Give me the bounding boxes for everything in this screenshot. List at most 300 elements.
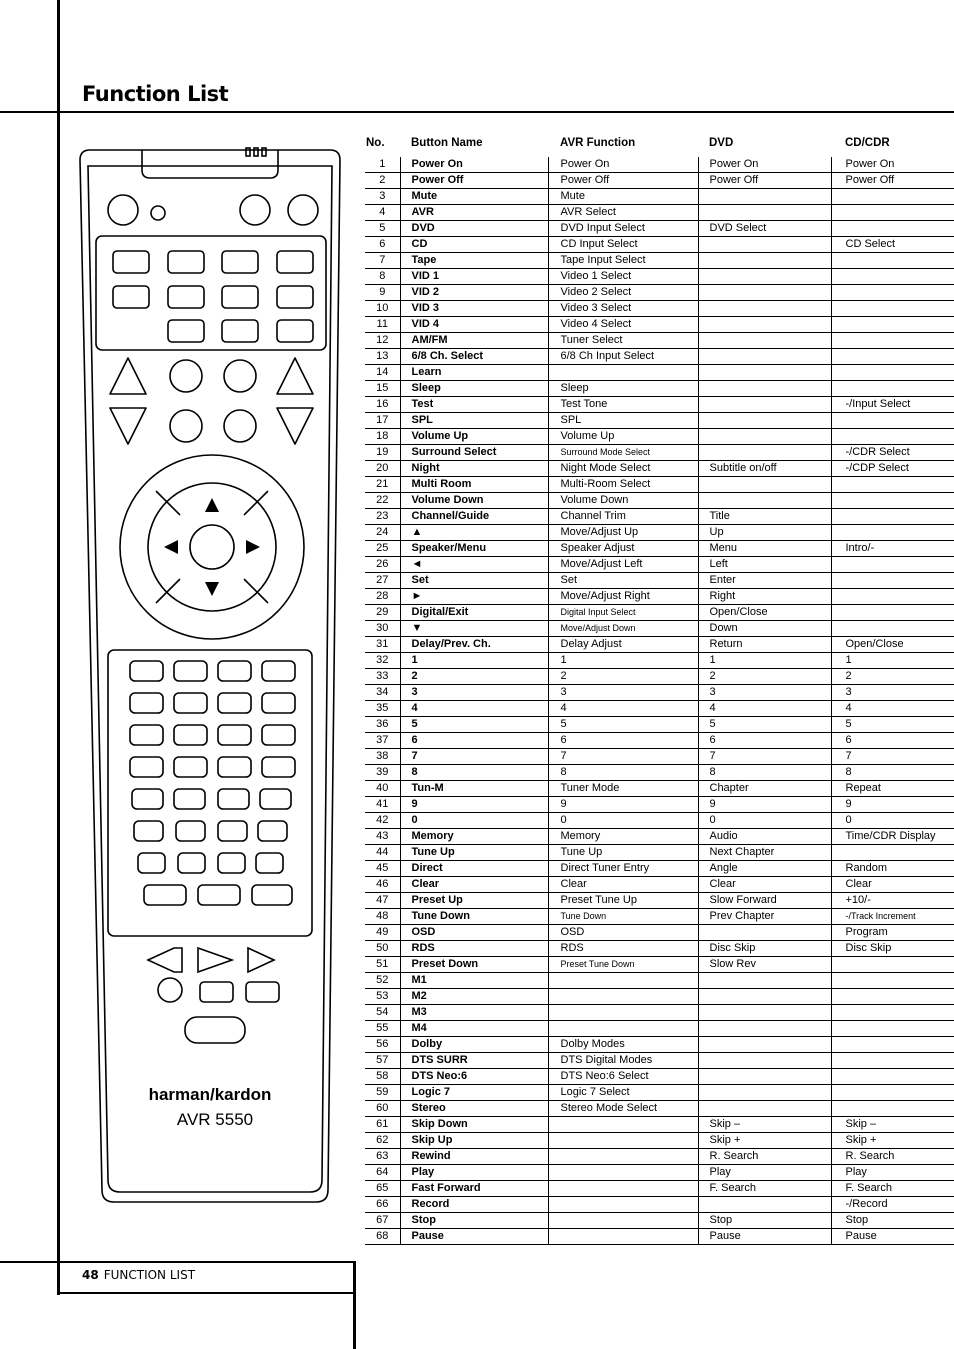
- row-dvd: Down: [698, 621, 831, 637]
- left-margin-bar: [57, 0, 60, 1295]
- row-no: 46: [365, 877, 400, 893]
- table-row: [365, 717, 954, 733]
- row-button-name: VID 4: [400, 317, 548, 333]
- row-button-name: Preset Up: [400, 893, 548, 909]
- row-dvd: 6: [698, 733, 831, 749]
- row-avr-function: Surround Mode Select: [548, 445, 698, 461]
- row-avr-function: 6: [548, 733, 698, 749]
- row-no: 29: [365, 605, 400, 621]
- row-avr-function: Tune Down: [548, 909, 698, 925]
- row-button-name: SPL: [400, 413, 548, 429]
- row-no: 45: [365, 861, 400, 877]
- row-no: 23: [365, 509, 400, 525]
- row-cd-cdr: [831, 349, 954, 365]
- table-row: [365, 573, 954, 589]
- table-row: [365, 333, 954, 349]
- table-row: [365, 205, 954, 221]
- table-row: [365, 285, 954, 301]
- row-dvd: [698, 413, 831, 429]
- row-dvd: Angle: [698, 861, 831, 877]
- table-header-row: [365, 137, 954, 157]
- row-avr-function: Volume Down: [548, 493, 698, 509]
- row-button-name: Record: [400, 1197, 548, 1213]
- table-row: [365, 461, 954, 477]
- row-no: 60: [365, 1101, 400, 1117]
- row-avr-function: [548, 365, 698, 381]
- row-cd-cdr: Play: [831, 1165, 954, 1181]
- row-cd-cdr: -/CDR Select: [831, 445, 954, 461]
- row-dvd: Title: [698, 509, 831, 525]
- row-cd-cdr: [831, 573, 954, 589]
- row-dvd: 1: [698, 653, 831, 669]
- row-no: 13: [365, 349, 400, 365]
- row-button-name: Memory: [400, 829, 548, 845]
- row-cd-cdr: [831, 621, 954, 637]
- row-avr-function: Volume Up: [548, 429, 698, 445]
- table-row: [365, 925, 954, 941]
- row-avr-function: Memory: [548, 829, 698, 845]
- row-no: 56: [365, 1037, 400, 1053]
- row-avr-function: 1: [548, 653, 698, 669]
- row-button-name: Test: [400, 397, 548, 413]
- row-cd-cdr: -/Input Select: [831, 397, 954, 413]
- table-row: [365, 749, 954, 765]
- row-dvd: [698, 317, 831, 333]
- row-avr-function: Set: [548, 573, 698, 589]
- row-avr-function: 6/8 Ch Input Select: [548, 349, 698, 365]
- row-dvd: [698, 1053, 831, 1069]
- row-avr-function: 7: [548, 749, 698, 765]
- row-cd-cdr: [831, 1069, 954, 1085]
- row-no: 37: [365, 733, 400, 749]
- row-cd-cdr: 2: [831, 669, 954, 685]
- table-row: [365, 1053, 954, 1069]
- row-cd-cdr: [831, 477, 954, 493]
- row-button-name: OSD: [400, 925, 548, 941]
- row-button-name: ▲: [400, 525, 548, 541]
- row-dvd: Next Chapter: [698, 845, 831, 861]
- row-no: 19: [365, 445, 400, 461]
- row-no: 10: [365, 301, 400, 317]
- table-row: [365, 157, 954, 173]
- row-avr-function: Mute: [548, 189, 698, 205]
- row-no: 12: [365, 333, 400, 349]
- row-button-name: VID 3: [400, 301, 548, 317]
- row-no: 38: [365, 749, 400, 765]
- header-no: No.: [366, 137, 385, 149]
- row-cd-cdr: Skip –: [831, 1117, 954, 1133]
- row-cd-cdr: [831, 1021, 954, 1037]
- row-avr-function: 4: [548, 701, 698, 717]
- row-button-name: 2: [400, 669, 548, 685]
- row-cd-cdr: Stop: [831, 1213, 954, 1229]
- row-no: 53: [365, 989, 400, 1005]
- row-dvd: Clear: [698, 877, 831, 893]
- table-row: [365, 189, 954, 205]
- row-cd-cdr: Repeat: [831, 781, 954, 797]
- row-dvd: [698, 333, 831, 349]
- row-button-name: 0: [400, 813, 548, 829]
- row-cd-cdr: 6: [831, 733, 954, 749]
- table-row: [365, 1149, 954, 1165]
- row-no: 64: [365, 1165, 400, 1181]
- row-cd-cdr: [831, 1101, 954, 1117]
- row-avr-function: [548, 1021, 698, 1037]
- row-avr-function: [548, 989, 698, 1005]
- row-no: 26: [365, 557, 400, 573]
- row-no: 28: [365, 589, 400, 605]
- table-row: [365, 413, 954, 429]
- row-no: 58: [365, 1069, 400, 1085]
- table-row: [365, 525, 954, 541]
- table-row: [365, 669, 954, 685]
- table-row: [365, 861, 954, 877]
- row-cd-cdr: -/Record: [831, 1197, 954, 1213]
- row-avr-function: [548, 1213, 698, 1229]
- row-no: 48: [365, 909, 400, 925]
- header-button-name: Button Name: [411, 137, 483, 149]
- row-dvd: Open/Close: [698, 605, 831, 621]
- row-cd-cdr: 3: [831, 685, 954, 701]
- row-dvd: 0: [698, 813, 831, 829]
- row-button-name: 1: [400, 653, 548, 669]
- row-button-name: Digital/Exit: [400, 605, 548, 621]
- row-avr-function: 0: [548, 813, 698, 829]
- table-row: [365, 637, 954, 653]
- row-dvd: Enter: [698, 573, 831, 589]
- row-avr-function: DTS Neo:6 Select: [548, 1069, 698, 1085]
- row-button-name: ◄: [400, 557, 548, 573]
- row-button-name: M4: [400, 1021, 548, 1037]
- row-cd-cdr: [831, 221, 954, 237]
- row-no: 30: [365, 621, 400, 637]
- row-cd-cdr: 7: [831, 749, 954, 765]
- row-button-name: Dolby: [400, 1037, 548, 1053]
- table-row: [365, 221, 954, 237]
- row-avr-function: [548, 1165, 698, 1181]
- table-row: [365, 829, 954, 845]
- footer-bar: [353, 1261, 356, 1349]
- row-dvd: Menu: [698, 541, 831, 557]
- row-avr-function: [548, 1133, 698, 1149]
- row-no: 50: [365, 941, 400, 957]
- table-row: [365, 1005, 954, 1021]
- row-button-name: Multi Room: [400, 477, 548, 493]
- table-row: [365, 301, 954, 317]
- row-no: 52: [365, 973, 400, 989]
- row-cd-cdr: [831, 1005, 954, 1021]
- row-dvd: [698, 1101, 831, 1117]
- row-avr-function: Test Tone: [548, 397, 698, 413]
- row-no: 44: [365, 845, 400, 861]
- row-cd-cdr: [831, 557, 954, 573]
- row-cd-cdr: F. Search: [831, 1181, 954, 1197]
- row-dvd: 9: [698, 797, 831, 813]
- row-no: 32: [365, 653, 400, 669]
- row-avr-function: DVD Input Select: [548, 221, 698, 237]
- row-avr-function: 3: [548, 685, 698, 701]
- row-cd-cdr: [831, 269, 954, 285]
- row-dvd: [698, 285, 831, 301]
- row-no: 55: [365, 1021, 400, 1037]
- row-no: 51: [365, 957, 400, 973]
- table-row: [365, 1165, 954, 1181]
- row-button-name: Logic 7: [400, 1085, 548, 1101]
- row-button-name: Rewind: [400, 1149, 548, 1165]
- row-cd-cdr: [831, 989, 954, 1005]
- row-avr-function: Video 4 Select: [548, 317, 698, 333]
- row-no: 8: [365, 269, 400, 285]
- row-dvd: Power Off: [698, 173, 831, 189]
- row-no: 18: [365, 429, 400, 445]
- row-dvd: Play: [698, 1165, 831, 1181]
- row-cd-cdr: [831, 1053, 954, 1069]
- row-button-name: CD: [400, 237, 548, 253]
- row-no: 27: [365, 573, 400, 589]
- row-no: 5: [365, 221, 400, 237]
- row-avr-function: OSD: [548, 925, 698, 941]
- row-avr-function: Move/Adjust Left: [548, 557, 698, 573]
- row-cd-cdr: Open/Close: [831, 637, 954, 653]
- footer-label: FUNCTION LIST: [103, 1268, 196, 1282]
- row-no: 20: [365, 461, 400, 477]
- row-button-name: Sleep: [400, 381, 548, 397]
- row-button-name: Stereo: [400, 1101, 548, 1117]
- row-avr-function: [548, 1117, 698, 1133]
- row-cd-cdr: -/Track Increment: [831, 909, 954, 925]
- row-dvd: R. Search: [698, 1149, 831, 1165]
- row-no: 15: [365, 381, 400, 397]
- row-avr-function: 2: [548, 669, 698, 685]
- row-dvd: [698, 365, 831, 381]
- row-no: 47: [365, 893, 400, 909]
- row-cd-cdr: -/CDP Select: [831, 461, 954, 477]
- table-row: [365, 237, 954, 253]
- row-dvd: Right: [698, 589, 831, 605]
- row-dvd: Disc Skip: [698, 941, 831, 957]
- row-cd-cdr: [831, 365, 954, 381]
- table-row: [365, 253, 954, 269]
- row-dvd: [698, 349, 831, 365]
- row-cd-cdr: R. Search: [831, 1149, 954, 1165]
- row-cd-cdr: Skip +: [831, 1133, 954, 1149]
- row-avr-function: DTS Digital Modes: [548, 1053, 698, 1069]
- table-row: [365, 1101, 954, 1117]
- row-dvd: [698, 973, 831, 989]
- row-no: 35: [365, 701, 400, 717]
- row-dvd: Stop: [698, 1213, 831, 1229]
- title-rule: [0, 111, 954, 113]
- row-avr-function: Preset Tune Down: [548, 957, 698, 973]
- row-dvd: [698, 237, 831, 253]
- row-no: 14: [365, 365, 400, 381]
- row-button-name: AVR: [400, 205, 548, 221]
- row-no: 67: [365, 1213, 400, 1229]
- table-row: [365, 877, 954, 893]
- row-cd-cdr: Time/CDR Display: [831, 829, 954, 845]
- row-cd-cdr: [831, 957, 954, 973]
- row-avr-function: [548, 1181, 698, 1197]
- header-avr-function: AVR Function: [560, 137, 636, 149]
- row-no: 1: [365, 157, 400, 173]
- row-button-name: Clear: [400, 877, 548, 893]
- row-dvd: 3: [698, 685, 831, 701]
- row-avr-function: Direct Tuner Entry: [548, 861, 698, 877]
- table-row: [365, 1085, 954, 1101]
- row-dvd: [698, 301, 831, 317]
- row-avr-function: RDS: [548, 941, 698, 957]
- row-button-name: 8: [400, 765, 548, 781]
- row-no: 33: [365, 669, 400, 685]
- row-no: 16: [365, 397, 400, 413]
- table-row: [365, 445, 954, 461]
- row-avr-function: [548, 1005, 698, 1021]
- row-dvd: Skip +: [698, 1133, 831, 1149]
- row-no: 57: [365, 1053, 400, 1069]
- row-cd-cdr: [831, 413, 954, 429]
- row-avr-function: AVR Select: [548, 205, 698, 221]
- row-avr-function: [548, 1229, 698, 1245]
- row-cd-cdr: [831, 1037, 954, 1053]
- row-button-name: Skip Up: [400, 1133, 548, 1149]
- row-cd-cdr: 0: [831, 813, 954, 829]
- row-no: 24: [365, 525, 400, 541]
- table-body: [365, 157, 954, 1245]
- row-button-name: ▼: [400, 621, 548, 637]
- row-dvd: Slow Forward: [698, 893, 831, 909]
- row-dvd: [698, 269, 831, 285]
- row-avr-function: [548, 1197, 698, 1213]
- row-button-name: Power Off: [400, 173, 548, 189]
- row-dvd: 7: [698, 749, 831, 765]
- row-no: 9: [365, 285, 400, 301]
- row-button-name: 6: [400, 733, 548, 749]
- table-row: [365, 1117, 954, 1133]
- row-avr-function: Tuner Mode: [548, 781, 698, 797]
- row-dvd: [698, 493, 831, 509]
- row-cd-cdr: [831, 525, 954, 541]
- row-button-name: Volume Up: [400, 429, 548, 445]
- row-no: 36: [365, 717, 400, 733]
- row-no: 31: [365, 637, 400, 653]
- row-button-name: Fast Forward: [400, 1181, 548, 1197]
- row-cd-cdr: 8: [831, 765, 954, 781]
- row-button-name: Delay/Prev. Ch.: [400, 637, 548, 653]
- row-button-name: Power On: [400, 157, 548, 173]
- row-button-name: 7: [400, 749, 548, 765]
- row-button-name: M3: [400, 1005, 548, 1021]
- table-row: [365, 765, 954, 781]
- header-dvd: DVD: [709, 137, 734, 149]
- table-row: [365, 1133, 954, 1149]
- row-dvd: [698, 1037, 831, 1053]
- row-button-name: 5: [400, 717, 548, 733]
- row-cd-cdr: [831, 973, 954, 989]
- row-avr-function: [548, 973, 698, 989]
- row-dvd: 8: [698, 765, 831, 781]
- table-row: [365, 317, 954, 333]
- table-row: [365, 397, 954, 413]
- row-button-name: 4: [400, 701, 548, 717]
- row-button-name: VID 1: [400, 269, 548, 285]
- row-cd-cdr: 1: [831, 653, 954, 669]
- row-cd-cdr: [831, 205, 954, 221]
- row-dvd: Skip –: [698, 1117, 831, 1133]
- row-cd-cdr: 4: [831, 701, 954, 717]
- table-row: [365, 365, 954, 381]
- row-dvd: 5: [698, 717, 831, 733]
- row-avr-function: 5: [548, 717, 698, 733]
- row-cd-cdr: [831, 285, 954, 301]
- row-cd-cdr: Disc Skip: [831, 941, 954, 957]
- row-dvd: [698, 1069, 831, 1085]
- table-row: [365, 1229, 954, 1245]
- table-row: [365, 589, 954, 605]
- row-avr-function: Sleep: [548, 381, 698, 397]
- table-row: [365, 957, 954, 973]
- table-row: [365, 701, 954, 717]
- row-dvd: [698, 253, 831, 269]
- row-avr-function: 9: [548, 797, 698, 813]
- row-no: 40: [365, 781, 400, 797]
- table-row: [365, 557, 954, 573]
- row-button-name: Direct: [400, 861, 548, 877]
- table-row: [365, 477, 954, 493]
- row-cd-cdr: Power Off: [831, 173, 954, 189]
- table-row: [365, 621, 954, 637]
- row-dvd: [698, 445, 831, 461]
- row-cd-cdr: [831, 381, 954, 397]
- row-avr-function: [548, 1149, 698, 1165]
- row-no: 2: [365, 173, 400, 189]
- row-no: 42: [365, 813, 400, 829]
- row-cd-cdr: [831, 589, 954, 605]
- row-button-name: Skip Down: [400, 1117, 548, 1133]
- row-avr-function: Move/Adjust Up: [548, 525, 698, 541]
- row-avr-function: Video 2 Select: [548, 285, 698, 301]
- table-row: [365, 1021, 954, 1037]
- row-avr-function: Logic 7 Select: [548, 1085, 698, 1101]
- row-cd-cdr: [831, 509, 954, 525]
- row-no: 68: [365, 1229, 400, 1245]
- row-avr-function: Multi-Room Select: [548, 477, 698, 493]
- row-dvd: [698, 989, 831, 1005]
- row-no: 4: [365, 205, 400, 221]
- row-button-name: Volume Down: [400, 493, 548, 509]
- row-button-name: Play: [400, 1165, 548, 1181]
- row-avr-function: CD Input Select: [548, 237, 698, 253]
- header-cd-cdr: CD/CDR: [845, 137, 890, 149]
- footer-rule: [0, 1261, 356, 1263]
- row-button-name: Tune Up: [400, 845, 548, 861]
- row-cd-cdr: [831, 845, 954, 861]
- row-no: 65: [365, 1181, 400, 1197]
- row-cd-cdr: [831, 253, 954, 269]
- row-button-name: Stop: [400, 1213, 548, 1229]
- table-row: [365, 429, 954, 445]
- row-cd-cdr: 9: [831, 797, 954, 813]
- remote-illustration: [70, 140, 350, 1210]
- row-avr-function: Video 3 Select: [548, 301, 698, 317]
- table-row: [365, 893, 954, 909]
- table-row: [365, 1197, 954, 1213]
- row-button-name: M1: [400, 973, 548, 989]
- row-avr-function: Digital Input Select: [548, 605, 698, 621]
- row-dvd: [698, 1197, 831, 1213]
- row-dvd: [698, 429, 831, 445]
- row-avr-function: Tuner Select: [548, 333, 698, 349]
- row-dvd: [698, 189, 831, 205]
